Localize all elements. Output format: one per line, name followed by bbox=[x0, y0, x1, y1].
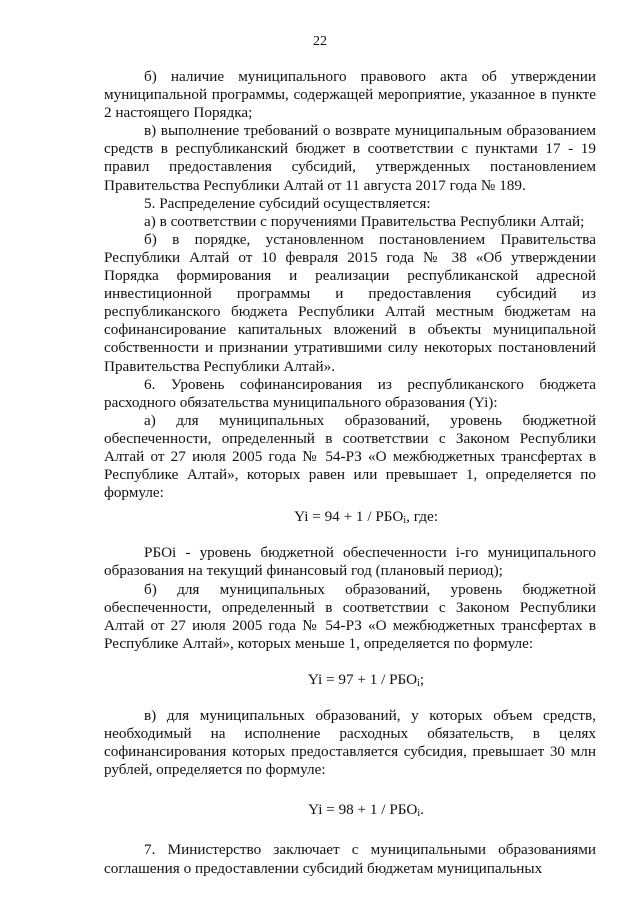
paragraph-ministry-agreement: 7. Министерство заключает с муниципальными образованиями соглашения о предоставлении субсидий бюджетам муниципальных bbox=[104, 841, 596, 877]
formula-c bbox=[104, 801, 596, 819]
formula-c-tail: . bbox=[420, 801, 424, 819]
formula-a-tail: , где: bbox=[406, 508, 438, 526]
formula-c-main: Yi = 98 + 1 / РБО bbox=[308, 801, 418, 819]
paragraph-case-a: а) для муниципальных образований, уровень бюджетной обеспеченности, определенный в соответствии с Законом Республики Алтай от 27 июля 2005 года № 54-РЗ «О межбюджетных трансфертах в Республике Алтай», которых равен или превышает 1, определяется по формуле: bbox=[104, 411, 596, 502]
formula-b bbox=[104, 671, 596, 689]
paragraph-refund-requirements: в) выполнение требований о возврате муниципальным образованием средств в республиканский бюджет в соответствии с пунктами 17 - 19 правил предоставления субсидий, утвержденных постановлением Правительства Республики Алтай от 11 августа 2017 года № 189. bbox=[104, 122, 596, 194]
paragraph-distribution-heading: 5. Распределение субсидий осуществляется: bbox=[144, 194, 431, 212]
paragraph-distribution-b: б) в порядке, установленном постановлением Правительства Республики Алтай от 10 февраля 2015 года № 38 «Об утверждении Порядка формирования и реализации республиканской адресной инвестиционной программы и предоставления субсидий из республиканского бюджета Республики Алтай местным бюджетам на софинансирование капитальных вложений в объекты муниципальной собственности и признании утратившими силу некоторых постановлений Правительства Республики Алтай». bbox=[104, 230, 596, 375]
formula-b-subscript: i bbox=[417, 677, 420, 689]
paragraph-case-b: б) для муниципальных образований, уровень бюджетной обеспеченности, определенный в соответствии с Законом Республики Алтай от 27 июля 2005 года № 54-РЗ «О межбюджетных трансфертах в Республике Алтай», которых меньше 1, определяется по формуле: bbox=[104, 580, 596, 652]
formula-a-subscript: i bbox=[403, 515, 407, 527]
formula-c-subscript: i bbox=[417, 808, 421, 820]
paragraph-municipal-act: б) наличие муниципального правового акта об утверждении муниципальной программы, содержащей мероприятие, указанное в пункте 2 настоящего Порядка; bbox=[104, 68, 596, 122]
paragraph-distribution-a: а) в соответствии с поручениями Правительства Республики Алтай; bbox=[144, 212, 585, 230]
formula-b-tail: ; bbox=[419, 670, 425, 688]
formula-a bbox=[104, 508, 596, 526]
formula-a-main: Yi = 94 + 1 / РБО bbox=[294, 508, 404, 526]
paragraph-rbo-definition: РБОi - уровень бюджетной обеспеченности i-го муниципального образования на текущий финансовый год (плановый период); bbox=[104, 544, 596, 580]
paragraph-cofinancing-level: 6. Уровень софинансирования из республиканского бюджета расходного обязательства муниципального образования (Yi): bbox=[104, 375, 596, 411]
page-number: 22 bbox=[313, 34, 327, 49]
document-body bbox=[104, 68, 596, 878]
formula-b-main: Yi = 97 + 1 / РБО bbox=[307, 670, 418, 688]
paragraph-case-c: в) для муниципальных образований, у которых объем средств, необходимый на исполнение расходных обязательств, в целях софинансирования которых предоставляется субсидия, превышает 30 млн рублей, определяется по формуле: bbox=[104, 707, 596, 779]
